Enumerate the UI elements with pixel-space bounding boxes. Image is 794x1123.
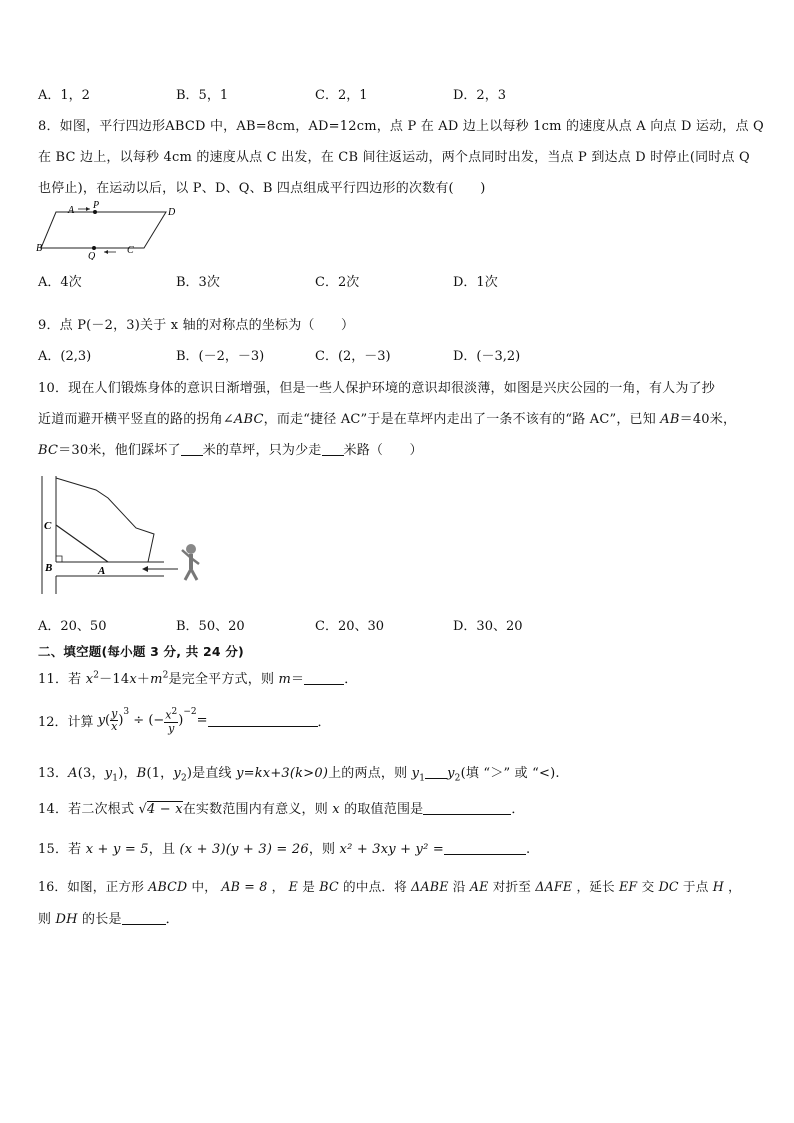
- q12-prefix: 12．计算: [38, 714, 98, 730]
- q10-line3-b: 米的草坪，只为少走: [202, 443, 322, 458]
- q10-line3-a: ＝30米，他们踩坏了: [58, 443, 181, 458]
- q11-var-m: m: [278, 672, 292, 687]
- q14-suffix: 的取值范围是: [339, 802, 424, 817]
- q13-coords-b: (1，: [146, 766, 174, 781]
- q10-label-c: C: [44, 520, 52, 532]
- q15-condition-2: (x + 3)(y + 3) = 26: [179, 842, 309, 857]
- q11-prefix: 11．若: [38, 672, 86, 687]
- q16-ae: AE: [469, 879, 489, 894]
- q15-prefix: 15．若: [38, 842, 86, 857]
- q11-plus: ＋: [136, 672, 151, 687]
- q10-blank-1[interactable]: [181, 443, 203, 456]
- q14-prefix: 14．若二次根式: [38, 802, 139, 817]
- q11-answer-blank[interactable]: [304, 672, 344, 685]
- q16-part-a: 16．如图，正方形: [38, 879, 149, 894]
- q8-option-c: C．2次: [315, 275, 360, 290]
- q14-text: [38, 798, 525, 817]
- q12-frac1-num: y: [111, 706, 118, 720]
- q16-part-f: 沿: [448, 879, 470, 894]
- q12-answer-blank[interactable]: [208, 714, 318, 727]
- q10-option-b: B．50、20: [176, 619, 245, 634]
- q8-option-b: B．3次: [176, 275, 220, 290]
- q16-line2-a: 则: [38, 912, 56, 927]
- q16-text-line-1: [38, 876, 741, 895]
- q14-radicand: 4 − x: [146, 802, 183, 817]
- q10-label-b: B: [45, 562, 53, 574]
- q8-label-c: C: [127, 245, 134, 256]
- q13-point-a: A: [68, 766, 78, 781]
- q10-bc: BC: [38, 443, 59, 458]
- q16-part-c: ，: [267, 879, 289, 894]
- q15-condition-1: x + y = 5: [85, 842, 149, 857]
- q12-y: y: [97, 712, 106, 728]
- q8-parallelogram-figure: [36, 200, 186, 260]
- q16-dc: DC: [658, 879, 679, 894]
- q10-text-line-3: [38, 439, 423, 458]
- q12-frac2-den: y: [168, 721, 175, 735]
- q16-part-j: 于点: [678, 879, 713, 894]
- q13-prefix: 13．: [38, 766, 69, 781]
- q10-option-c: C．20、30: [315, 619, 385, 634]
- q7-option-d: D．2，3: [453, 88, 506, 103]
- q13-coords-a: (3，: [77, 766, 105, 781]
- q12-text: 12．计算 y( $\frac{y}{x}$ )$^3$ ÷ (− $\frac{x^2}{y}$ )$^{-2}$= ．: [38, 706, 331, 735]
- q8-text-line-2: 在 BC 边上，以每秒 4cm 的速度从点 C 出发，在 CB 间往返运动，两个点同时出发，当点 P 到达点 D 时停止(同时点 Q: [38, 150, 750, 165]
- section-2-heading: 二、填空题(每小题 3 分, 共 24 分): [38, 644, 244, 659]
- q11-suffix-a: 是完全平方式，则: [168, 672, 279, 687]
- q9-text: 9．点 P(－2，3)关于 x 轴的对称点的坐标为（ ）: [38, 318, 355, 333]
- q10-park-figure: [36, 470, 216, 598]
- q13-answer-blank[interactable]: [425, 766, 447, 779]
- q13-sep: )，: [118, 766, 137, 781]
- q11-mid: －14: [99, 672, 130, 687]
- q16-abcd: ABCD: [148, 879, 188, 894]
- q11-x: x: [85, 672, 94, 687]
- q8-label-d: D: [168, 207, 176, 218]
- q13-text-d: (填 “＞” 或 “<).: [460, 766, 560, 781]
- q16-line2-b: 的长是: [77, 912, 122, 927]
- q7-option-c: C．2，1: [315, 88, 368, 103]
- q10-line2-a: 近道而避开横平竖直的路的拐角: [38, 412, 223, 427]
- q14-answer-blank[interactable]: [423, 802, 511, 815]
- q8-option-d: D．1次: [453, 275, 498, 290]
- q13-point-b: B: [136, 766, 147, 781]
- q12-frac2-num: x: [165, 708, 172, 722]
- q8-text-line-3: 也停止)，在运动以后，以 P、D、Q、B 四点组成平行四边形的次数有( ): [38, 181, 486, 196]
- q16-text-line-2: [38, 908, 179, 927]
- q16-dh: DH: [55, 912, 78, 927]
- q10-line2-c: ＝40米，: [679, 412, 737, 427]
- q16-bc: BC: [319, 879, 339, 894]
- q10-text-line-1: 10．现在人们锻炼身体的意识日渐增强，但是一些人保护环境的意识却很淡薄，如图是兴庆公园的一角，有人为了抄: [38, 381, 715, 396]
- q13-y1-compare: y: [411, 766, 420, 781]
- q13-equation: y=kx+3(k>0): [236, 766, 329, 781]
- q10-text-line-2: [38, 408, 736, 427]
- q10-line3-c: 米路（ ）: [343, 443, 423, 458]
- q16-part-e: 的中点．将: [338, 879, 412, 894]
- q15-mid-1: ，且: [148, 842, 180, 857]
- q16-part-d: 是: [298, 879, 320, 894]
- q13-text-b: )是直线: [186, 766, 237, 781]
- q10-ab: AB: [660, 412, 680, 427]
- q14-var-x: x: [332, 802, 340, 817]
- q8-label-a: A: [68, 205, 75, 216]
- q15-expression: x² + 3xy + y² =: [339, 842, 444, 857]
- q8-label-p: P: [93, 200, 100, 211]
- q11-end: ．: [344, 672, 358, 687]
- q10-label-a: A: [98, 565, 106, 577]
- q13-y1: y: [104, 766, 113, 781]
- q15-mid-2: ，则: [308, 842, 340, 857]
- q10-option-a: A．20、50: [38, 619, 107, 634]
- q16-ab8: AB = 8: [221, 879, 268, 894]
- q9-option-b: B．(－2，－3): [176, 349, 265, 364]
- q15-end: .: [525, 842, 531, 857]
- q10-blank-2[interactable]: [322, 443, 344, 456]
- q16-part-i: 交: [637, 879, 659, 894]
- q16-part-h: ，延长: [572, 879, 620, 894]
- q13-text-c: 上的两点，则: [328, 766, 412, 781]
- q7-option-b: B．5，1: [176, 88, 229, 103]
- q11-m: m: [150, 672, 163, 687]
- q8-label-b: B: [36, 243, 43, 254]
- q13-y2-compare: y: [447, 766, 455, 781]
- q15-text: [38, 838, 530, 857]
- q10-line2-b: ，而走“捷径 AC”于是在草坪内走出了一条不该有的“路 AC”，已知: [263, 412, 661, 427]
- q8-option-a: A．4次: [38, 275, 82, 290]
- q16-h: H: [712, 879, 724, 894]
- sqrt-icon: √: [138, 802, 147, 817]
- q8-text-line-1: 8．如图，平行四边形ABCD 中，AB=8cm，AD=12cm，点 P 在 AD 边上以每秒 1cm 的速度从点 A 向点 D 运动，点 Q: [38, 119, 764, 134]
- q11-suffix-b: ＝: [291, 672, 305, 687]
- q16-e: E: [288, 879, 299, 894]
- q16-end: ．: [165, 912, 179, 927]
- q9-option-c: C．(2，－3): [315, 349, 391, 364]
- q13-text: 13．A(3，$y_1$)，B(1，$y_2$)是直线 y=kx+3(k>0)上的两点，则 $y_1$ $y_2$(填 “＞” 或 “<).: [38, 766, 560, 784]
- q16-tri-afe: ΔAFE: [535, 879, 573, 894]
- q9-option-a: A．(2,3): [38, 349, 92, 364]
- q16-part-b: 中，: [187, 879, 222, 894]
- q12-fraction-2: $\frac{x^2}{y}$: [165, 707, 178, 735]
- q10-angle-abc: ∠ABC: [222, 412, 264, 427]
- q15-answer-blank[interactable]: [444, 842, 526, 855]
- q16-part-g: 对折至: [488, 879, 536, 894]
- q16-part-k: ，: [723, 879, 741, 894]
- q11-x2: x: [129, 672, 137, 687]
- q11-text: 11．若 $x^2-14x+m^2$是完全平方式，则 m＝ ．: [38, 670, 358, 687]
- q14-mid: 在实数范围内有意义，则: [182, 802, 333, 817]
- q7-option-a: A．1，2: [38, 88, 90, 103]
- q12-end: ．: [317, 714, 331, 730]
- q9-option-d: D．(－3,2): [453, 349, 521, 364]
- q16-answer-blank[interactable]: [122, 912, 166, 925]
- q14-end: ．: [511, 802, 525, 817]
- q8-label-q: Q: [88, 251, 96, 260]
- q10-option-d: D．30、20: [453, 619, 523, 634]
- q16-ef: EF: [619, 879, 638, 894]
- q16-tri-abe: ΔABE: [411, 879, 449, 894]
- q12-frac1-den: x: [111, 719, 118, 733]
- q13-y2: y: [173, 766, 181, 781]
